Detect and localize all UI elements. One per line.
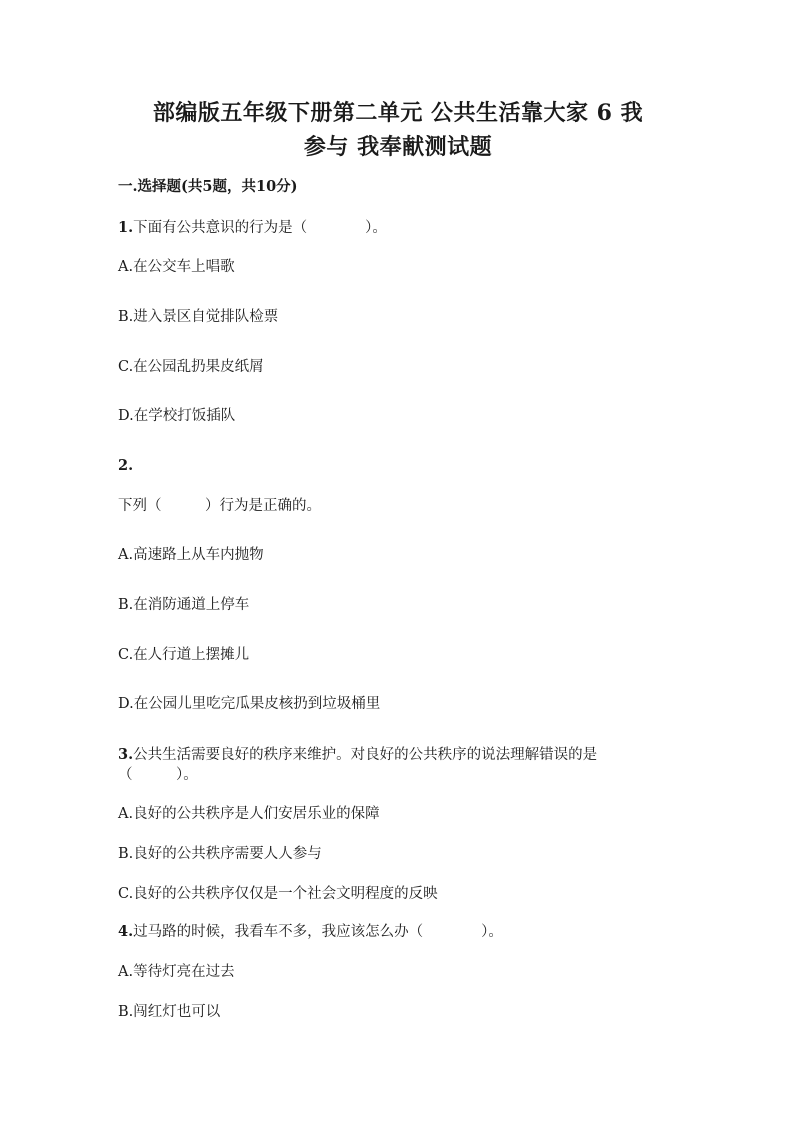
question-4 bbox=[118, 922, 678, 942]
question-4-option-b: B.闯红灯也可以 bbox=[118, 1004, 221, 1020]
section-header: 一.选择题(共5题，共10分) bbox=[118, 178, 298, 195]
question-2-number-line bbox=[118, 456, 678, 476]
question-text: 公共生活需要良好的秩序来维护。对良好的公共秩序的说法理解错误的是 bbox=[133, 747, 598, 763]
question-2: 下列（ ）行为是正确的。 bbox=[118, 498, 321, 514]
question-4-option-a: A.等待灯亮在过去 bbox=[118, 964, 235, 980]
question-1-option-a: A.在公交车上唱歌 bbox=[118, 259, 235, 275]
question-1-option-b: B.进入景区自觉排队检票 bbox=[118, 309, 279, 325]
question-1-option-c: C.在公园乱扔果皮纸屑 bbox=[118, 359, 264, 375]
question-number: 3. bbox=[118, 746, 134, 763]
question-3-option-a: A.良好的公共秩序是人们安居乐业的保障 bbox=[118, 806, 380, 822]
document-title bbox=[118, 96, 678, 164]
question-2-option-b: B.在消防通道上停车 bbox=[118, 597, 250, 613]
question-2-option-d: D.在公园儿里吃完瓜果皮核扔到垃圾桶里 bbox=[118, 696, 381, 712]
title-line-2: 参与 我奉献测试题 bbox=[303, 134, 493, 160]
question-3-line-2: （ ）。 bbox=[118, 767, 198, 783]
question-number: 1. bbox=[118, 219, 134, 236]
question-2-option-a: A.高速路上从车内抛物 bbox=[118, 547, 264, 563]
question-1-option-d: D.在学校打饭插队 bbox=[118, 408, 236, 424]
question-number: 4. bbox=[118, 923, 134, 940]
question-number: 2. bbox=[118, 457, 134, 474]
question-1 bbox=[118, 218, 678, 238]
title-line-1: 部编版五年级下册第二单元 公共生活靠大家 6 我 bbox=[152, 100, 644, 126]
question-text: 下面有公共意识的行为是（ ）。 bbox=[133, 220, 387, 236]
question-3-option-c: C.良好的公共秩序仅仅是一个社会文明程度的反映 bbox=[118, 886, 438, 902]
question-text: 过马路的时候，我看车不多，我应该怎么办（ ）。 bbox=[133, 924, 503, 940]
question-3 bbox=[118, 745, 678, 765]
question-3-option-b: B.良好的公共秩序需要人人参与 bbox=[118, 846, 322, 862]
question-2-option-c: C.在人行道上摆摊儿 bbox=[118, 647, 250, 663]
